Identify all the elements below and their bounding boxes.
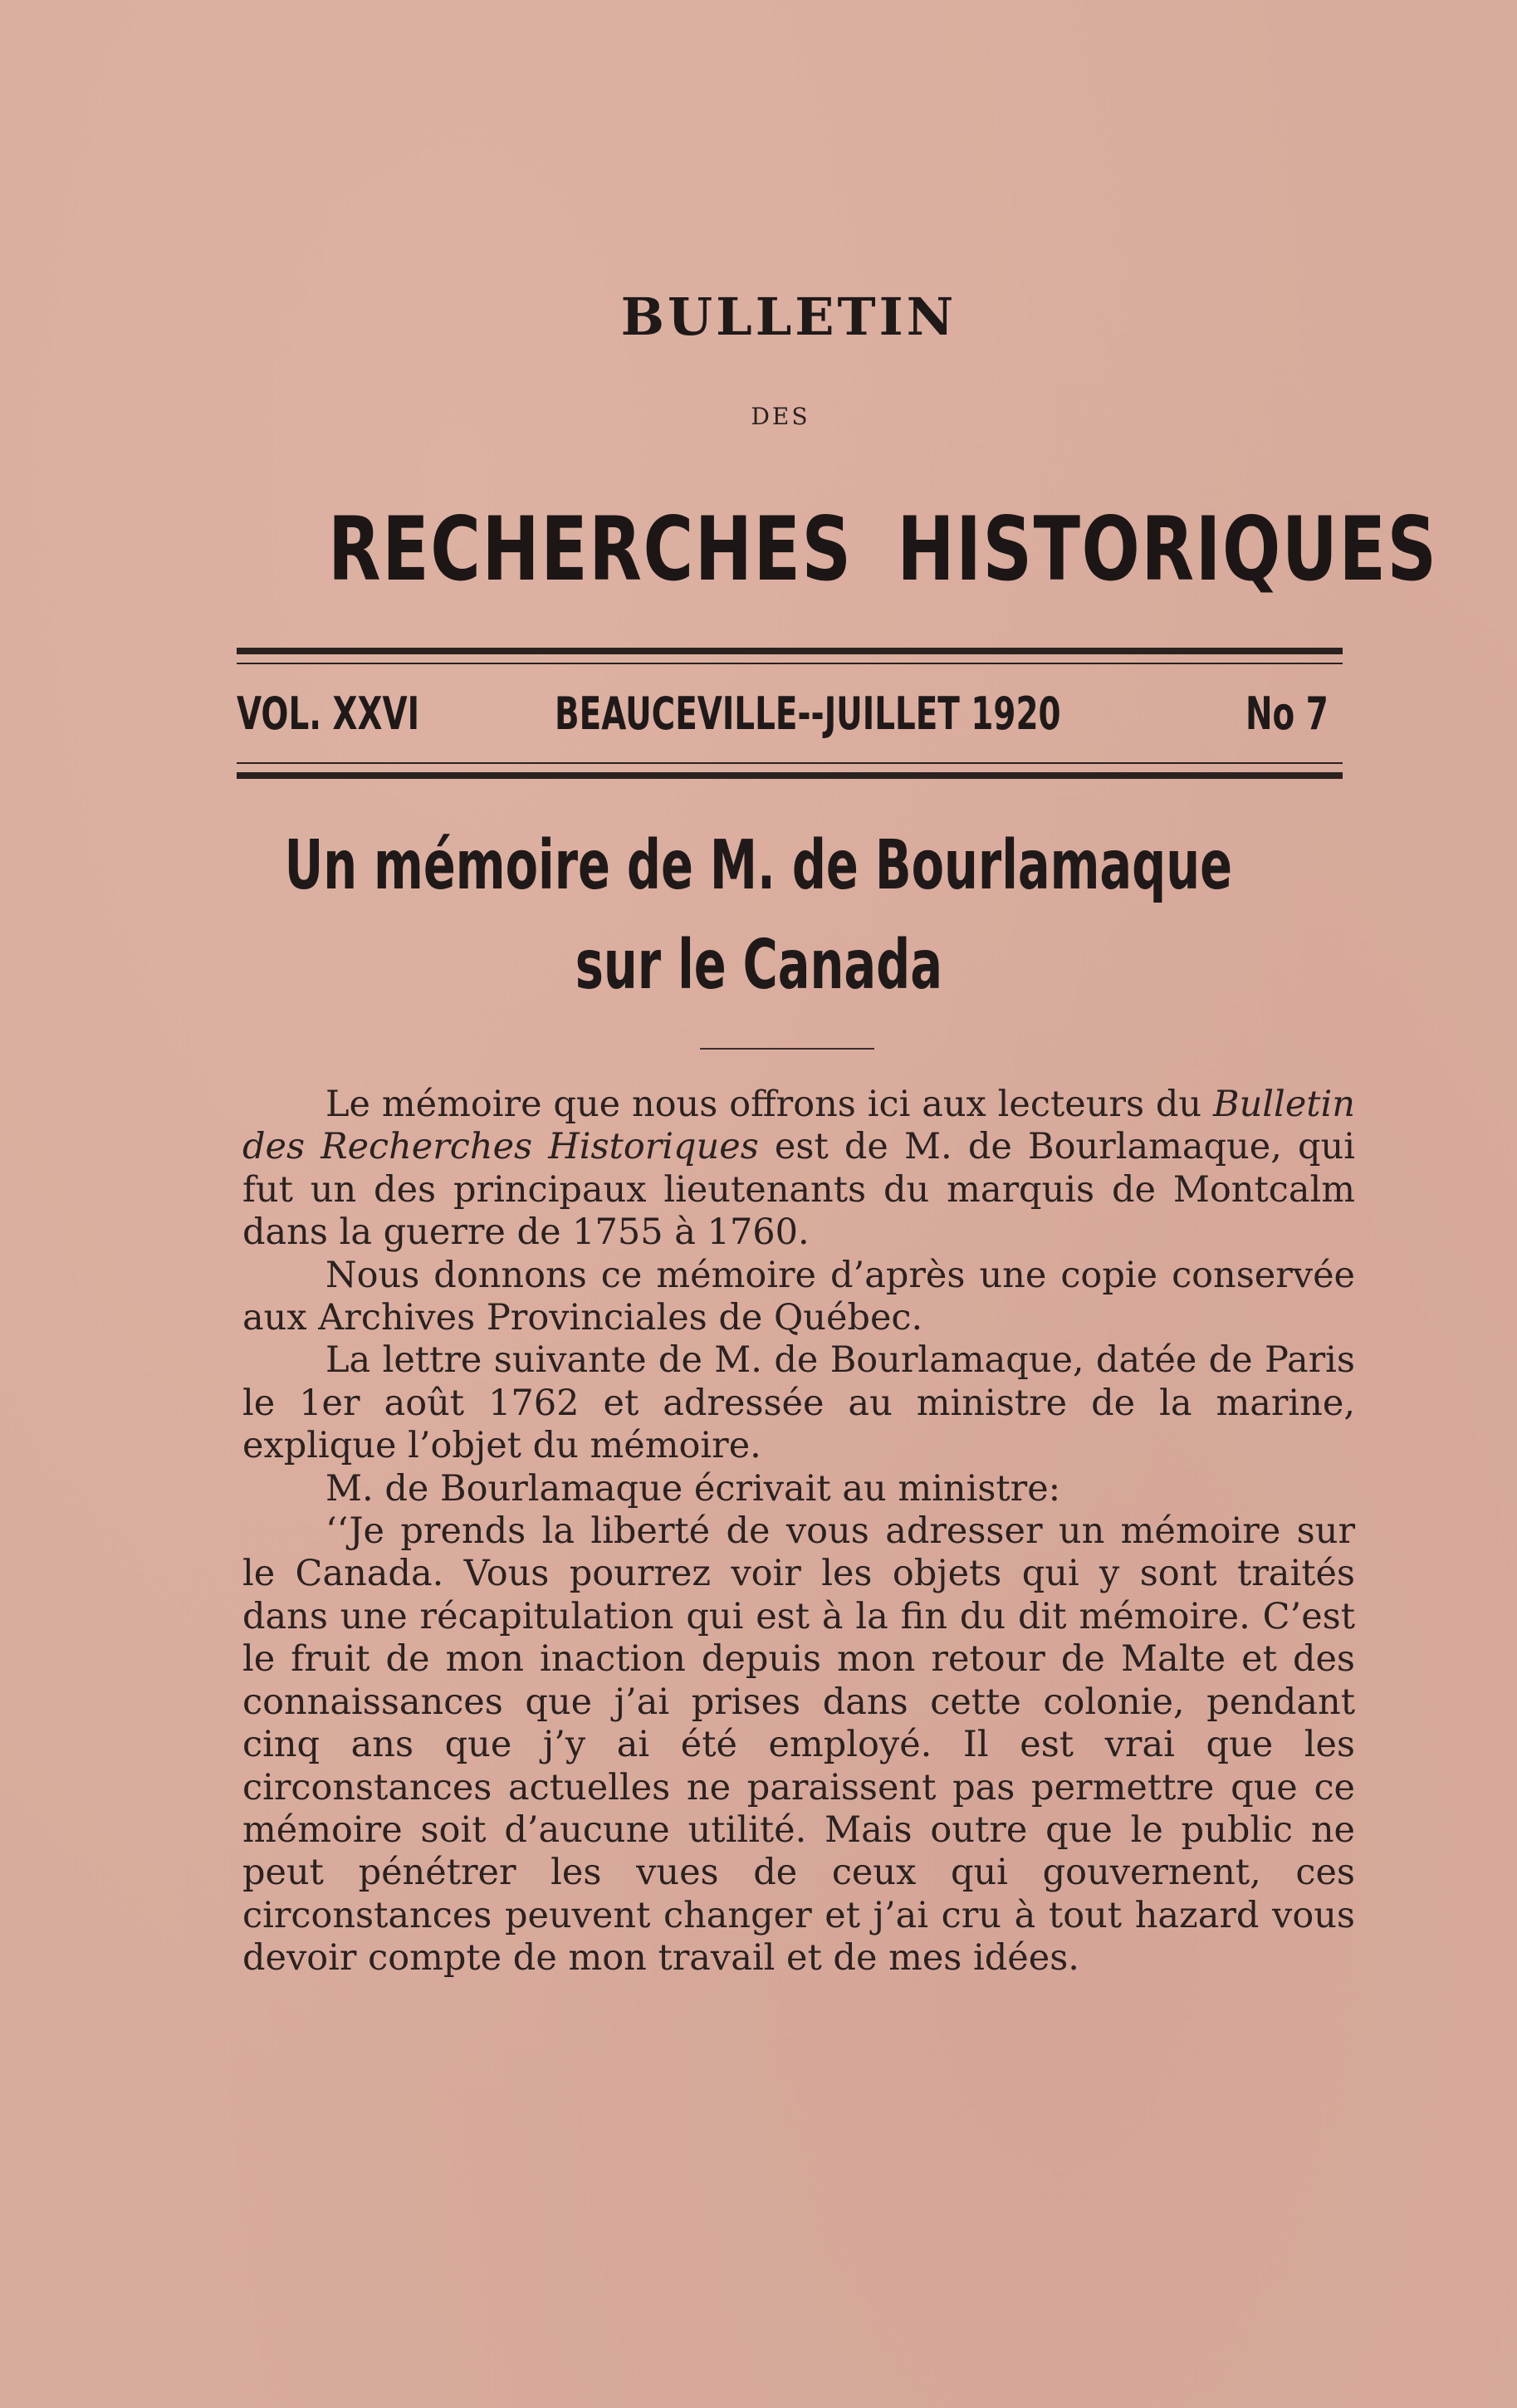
issue-number: No 7 — [1245, 688, 1329, 740]
top-rule-thin — [237, 663, 1343, 664]
masthead-bulletin: BULLETIN — [620, 286, 957, 347]
article-title-line1-text: Un mémoire de M. de Bourlamaque — [284, 826, 1233, 905]
paragraph-1-end: est de M. de Bourlamaque, qui fut un des principaux lieutenants du marquis de Montcalm dans la guerre de 1755 à 1760. — [242, 1126, 1355, 1254]
paragraph-1-start: Le mémoire que nous offrons ici aux lecteurs du — [325, 1084, 1214, 1125]
issue-line — [237, 688, 1343, 746]
issue-place-date: BEAUCEVILLE--JUILLET 1920 — [555, 688, 1061, 740]
article-title-line1 — [0, 826, 1517, 905]
top-rule-thick — [237, 648, 1343, 654]
paragraph-5: ‘‘Je prends la liberté de vous adresser un mémoire sur le Canada. Vous pourrez voir les objets qui y sont traités dans une récapitulation qui est à la fin du dit mémoire. C’est le fruit de mon inaction depuis mon retour de Malte et des connaissances que j’ai prises dans cette colonie, pendant cinq ans que j’y ai été employé. Il est vrai que les circonstances actuelles ne paraissent pas permettre que ce mémoire soit d’aucune utilité. Mais outre que le public ne peut pénétrer les vues de ceux qui gouvernent, ces circonstances peuvent changer et j’ai cru à tout hazard vous devoir compte de mon travail et de mes idées. — [242, 1510, 1355, 1980]
paragraph-1 — [242, 1084, 1355, 1255]
paragraph-4: M. de Bourlamaque écrivait au ministre: — [325, 1467, 1061, 1510]
journal-name-italic: Bulletin des Recherches Historiques — [242, 1084, 1355, 1168]
paragraph-2: Nous donnons ce mémoire d’après une copie conservée aux Archives Provinciales de Québec. — [242, 1254, 1355, 1339]
title-divider — [700, 1048, 874, 1050]
bottom-rule-thick — [237, 772, 1343, 779]
article-body — [242, 1084, 1355, 1980]
bottom-rule-thin — [237, 762, 1343, 764]
masthead-recherches-historiques: RECHERCHES HISTORIQUES — [328, 498, 1438, 600]
issue-volume: VOL. XXVI — [237, 688, 420, 740]
article-title-line2-text: sur le Canada — [575, 926, 942, 1005]
article-title-line2 — [0, 926, 1517, 1005]
masthead-des: DES — [751, 403, 810, 430]
paragraph-3: La lettre suivante de M. de Bourlamaque, datée de Paris le 1er août 1762 et adressée au ministre de la marine, explique l’objet du mémoire. — [242, 1339, 1355, 1467]
